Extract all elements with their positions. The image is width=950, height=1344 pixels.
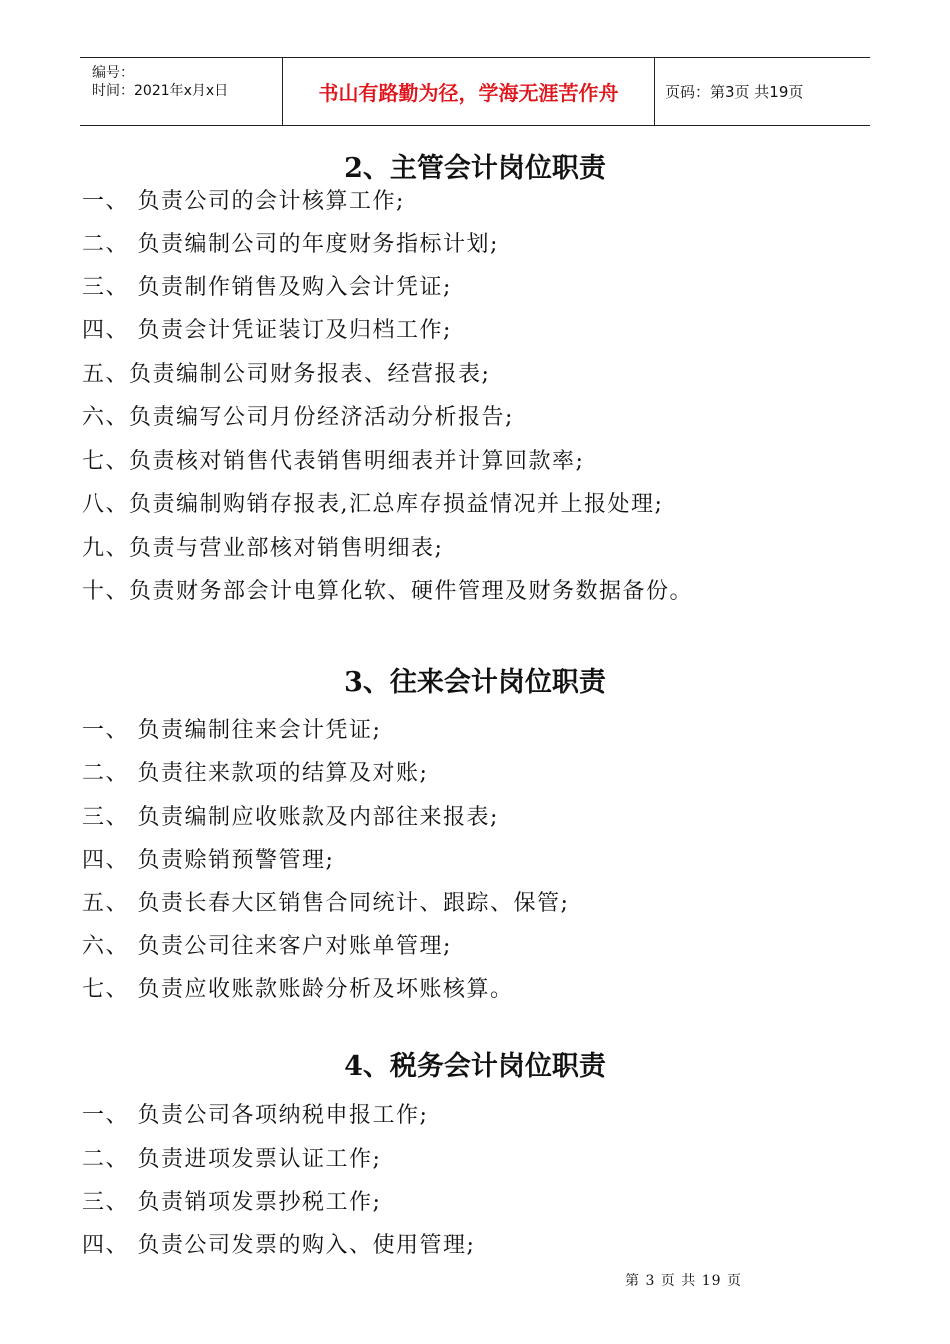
list-item: 三、 负责销项发票抄税工作; (82, 1190, 382, 1215)
date-label: 时间：2021年x月x日 (92, 83, 229, 99)
list-item: 六、 负责公司往来客户对账单管理; (82, 934, 452, 959)
list-item: 四、 负责赊销预警管理; (82, 848, 335, 873)
document-header (80, 57, 870, 126)
list-item: 二、 负责进项发票认证工作; (82, 1147, 382, 1172)
header-page-info: 页码：第3页 共19页 (665, 83, 804, 101)
list-item: 五、 负责长春大区销售合同统计、跟踪、保管; (82, 891, 570, 916)
list-item: 三、 负责编制应收账款及内部往来报表; (82, 805, 499, 830)
list-item: 五、负责编制公司财务报表、经营报表; (82, 362, 491, 387)
page-footer: 第 3 页 共 19 页 (625, 1273, 742, 1289)
list-item: 四、 负责会计凭证装订及归档工作; (82, 318, 452, 343)
list-item: 三、 负责制作销售及购入会计凭证; (82, 275, 452, 300)
list-item: 九、负责与营业部核对销售明细表; (82, 536, 444, 561)
list-item: 二、 负责编制公司的年度财务指标计划; (82, 232, 499, 257)
list-item: 八、负责编制购销存报表,汇总库存损益情况并上报处理; (82, 492, 664, 517)
section-title: 3、往来会计岗位职责 (344, 667, 606, 698)
header-motto: 书山有路勤为径，学海无涯苦作舟 (282, 58, 655, 125)
list-item: 十、负责财务部会计电算化软、硬件管理及财务数据备份。 (82, 579, 694, 604)
header-meta (80, 58, 282, 125)
list-item: 二、 负责往来款项的结算及对账; (82, 761, 429, 786)
section-title: 4、税务会计岗位职责 (344, 1051, 606, 1082)
list-item: 六、负责编写公司月份经济活动分析报告; (82, 405, 514, 430)
section-title: 2、主管会计岗位职责 (344, 153, 606, 184)
list-item: 一、 负责公司各项纳税申报工作; (82, 1103, 429, 1128)
list-item: 七、 负责应收账款账龄分析及坏账核算。 (82, 977, 514, 1002)
list-item: 七、负责核对销售代表销售明细表并计算回款率; (82, 449, 585, 474)
list-item: 一、 负责编制往来会计凭证; (82, 718, 382, 743)
list-item: 一、 负责公司的会计核算工作; (82, 189, 405, 214)
number-label: 编号： (92, 65, 134, 81)
list-item: 四、 负责公司发票的购入、使用管理; (82, 1233, 476, 1258)
